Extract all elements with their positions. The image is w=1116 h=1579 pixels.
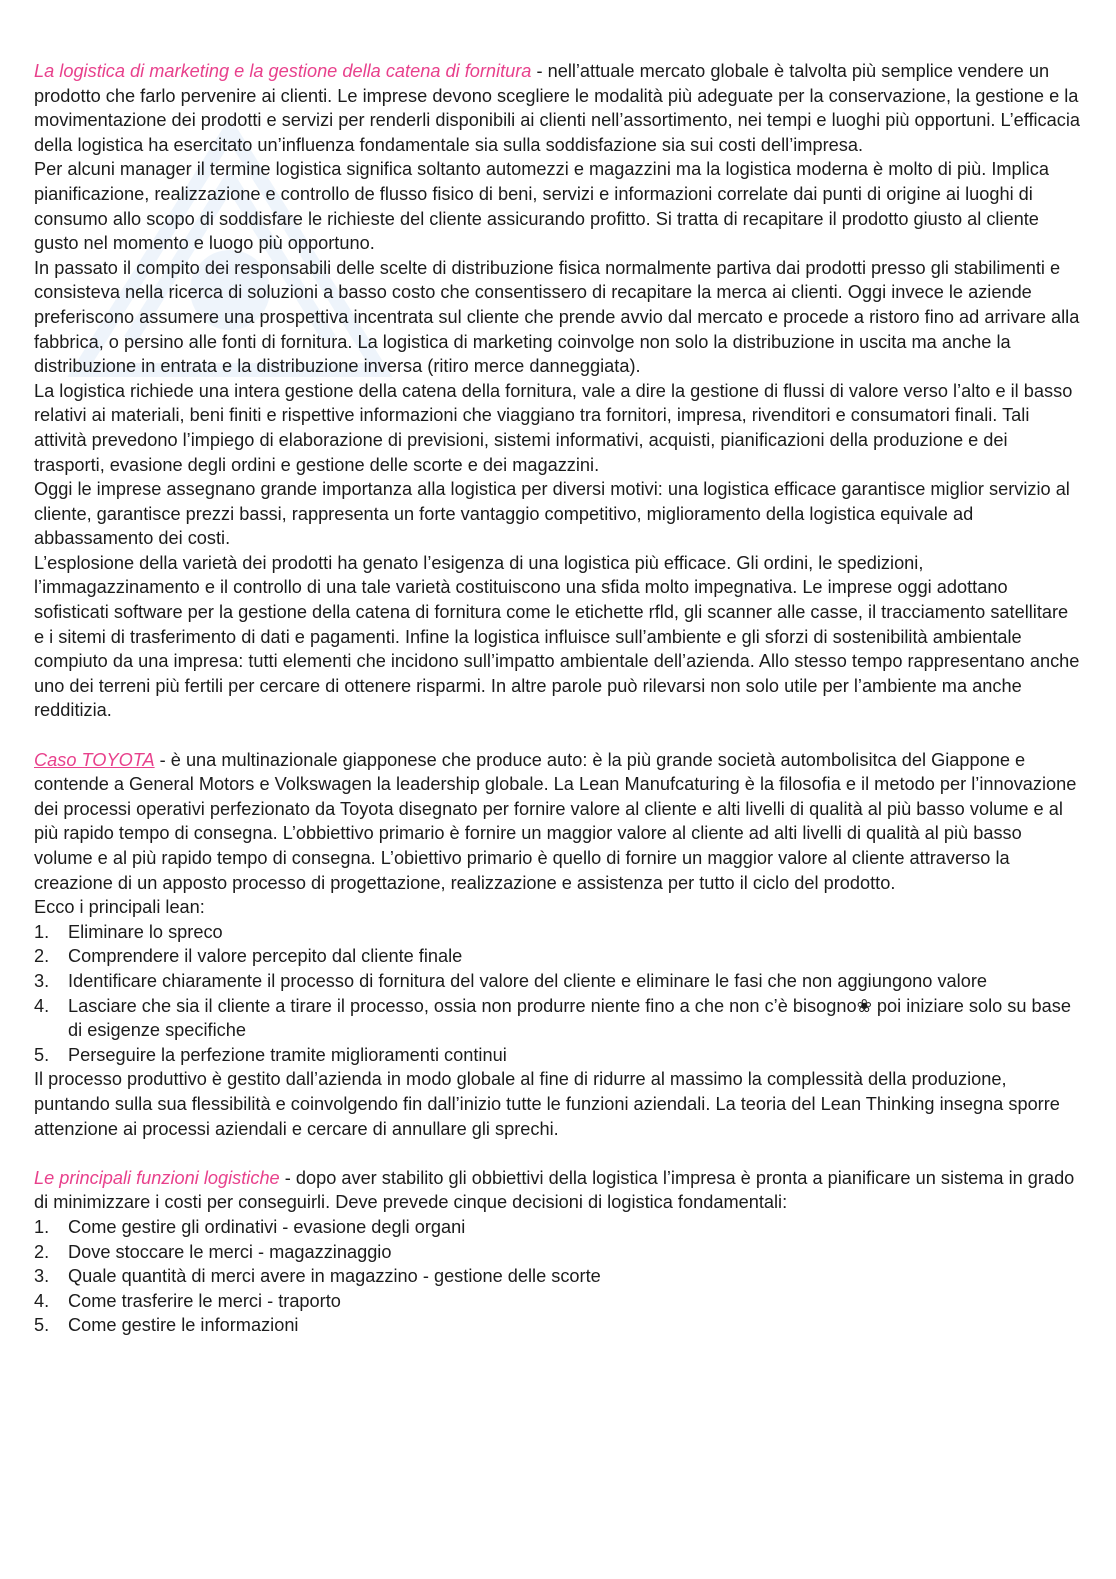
list-number: 1. — [34, 1216, 50, 1237]
list-number: 3. — [34, 970, 50, 991]
section-lead-text: - dopo aver stabilito gli obbiettivi della logistica l’impresa è pronta a pianificare un sistema in grado di minimizzare i costi per conseguirli. Deve prevede cinque decisioni di logistica fondamentali: — [34, 1167, 1075, 1213]
spacer — [34, 723, 1082, 748]
section-lead-text: - nell’attuale mercato globale è talvolta più semplice vendere un prodotto che farlo pervenire ai clienti. Le imprese devono scegliere le modalità più adeguate per la conservazione, la gestione e la movimentazione dei prodotti e servizi per renderli disponibili ai clienti nell’assortimento, nei tempi e luoghi più opportuni. L’efficacia della logistica ha esercitato un’influenza fondamentale sia sulla soddisfazione sia sui costi dell’impresa. — [34, 61, 1081, 155]
section-lead-text: - è una multinazionale giapponese che produce auto: è la più grande società autombolisitca del Giappone e contende a General Motors e Volkswagen la leadership globale. La Lean Manufcaturing è la filosofia e il metodo per l’innovazione dei processi operativi perfezionato da Toyota disegnato per fornire valore al cliente e alti livelli di qualità al più basso volume e al più rapido tempo di consegna. L’obbiettivo primario è fornire un maggior valore al cliente ad alti livelli di qualità al più basso volume e al più rapido tempo di consegna. L’obiettivo primario è quello di fornire un maggior valore al cliente attraverso la creazione di un apposto processo di progettazione, realizzazione e assistenza per tutto il ciclo del prodotto. — [34, 749, 1077, 893]
paragraph: L’esplosione della varietà dei prodotti ha genato l’esigenza di una logistica più efficace. Gli ordini, le spedizioni, l’immagazzinamento e il controllo di una tale varietà costituiscono una sfida molto impegnativa. Le imprese oggi adottano sofisticati software per la gestione della catena di fornitura come le etichette rfld, gli scanner alle casse, il tracciamento satellitare e i sitemi di trasferimento di dati e pagamenti. Infine la logistica influisce sull’ambiente e gli sforzi di sostenibilità ambientale compiuto da una impresa: tutti elementi che incidono sull’impatto ambientale dell’azienda. Allo stesso tempo rappresentano anche uno dei terreni più fertili per cercare di ottenere risparmi. In altre parole può rilevarsi non solo utile per l’ambiente ma anche redditizia. — [34, 552, 1080, 721]
list-intro: Ecco i principali lean: — [34, 897, 205, 918]
list-item-text: Eliminare lo spreco — [68, 921, 223, 942]
logistics-decisions-list — [34, 1215, 1082, 1338]
section-heading: Le principali funzioni logistiche — [34, 1167, 280, 1188]
section-heading: Caso TOYOTA — [34, 749, 155, 770]
list-item — [34, 944, 1082, 969]
list-item-text: Comprendere il valore percepito dal cliente finale — [68, 946, 463, 967]
list-item — [34, 1264, 1082, 1289]
list-item-text: Come trasferire le merci - traporto — [68, 1290, 341, 1311]
paragraph: Il processo produttivo è gestito dall’azienda in modo globale al fine di ridurre al massimo la complessità della produzione, puntando sulla sua flessibilità e coinvolgendo fin dall’inizio tutte le funzioni aziendali. La teoria del Lean Thinking insegna sporre attenzione ai processi aziendali e cercare di annullare gli sprechi. — [34, 1069, 1060, 1139]
list-number: 2. — [34, 1241, 50, 1262]
list-item-text: Lasciare che sia il cliente a tirare il processo, ossia non produrre niente fino a che non c’è bisogno❀ poi iniziare solo su base di esigenze specifiche — [68, 995, 1071, 1041]
list-item — [34, 1043, 1082, 1068]
list-item-text: Come gestire le informazioni — [68, 1315, 299, 1336]
list-item — [34, 1289, 1082, 1314]
list-item-text: Identificare chiaramente il processo di fornitura del valore del cliente e eliminare le fasi che non aggiungono valore — [68, 970, 988, 991]
list-number: 2. — [34, 946, 50, 967]
paragraph: Oggi le imprese assegnano grande importanza alla logistica per diversi motivi: una logistica efficace garantisce miglior servizio al cliente, garantisce prezzi bassi, rappresenta un forte vantaggio competitivo, miglioramento della logistica equivale ad abbassamento dei costi. — [34, 479, 1070, 549]
section-logistica — [34, 59, 1082, 157]
section-funzioni-logistiche — [34, 1166, 1082, 1215]
list-item — [34, 994, 1082, 1043]
spacer — [34, 1141, 1082, 1166]
paragraph: In passato il compito dei responsabili delle scelte di distribuzione fisica normalmente partiva dai prodotti presso gli stabilimenti e consisteva nella ricerca di soluzioni a basso costo che consentissero di recapitare la merca ai clienti. Oggi invece le aziende preferiscono assumere una prospettiva incentrata sul cliente che prende avvio dal mercato e procede a ristoro fino ad arrivare alla fabbrica, o persino alle fonti di fornitura. La logistica di marketing coinvolge non solo la distribuzione in uscita ma anche la distribuzione in entrata e la distribuzione inversa (ritiro merce danneggiata). — [34, 257, 1080, 377]
list-item-text: Perseguire la perfezione tramite miglioramenti continui — [68, 1044, 507, 1065]
document-page — [34, 59, 1082, 1338]
list-item-text: Dove stoccare le merci - magazzinaggio — [68, 1241, 392, 1262]
list-number: 5. — [34, 1315, 50, 1336]
list-number: 4. — [34, 1290, 50, 1311]
paragraph: Per alcuni manager il termine logistica significa soltanto automezzi e magazzini ma la logistica moderna è molto di più. Implica pianificazione, realizzazione e controllo de flusso fisico di beni, servizi e informazioni correlate dai punti di origine ai luoghi di consumo allo scopo di soddisfare le richieste del cliente assicurando profitto. Si tratta di recapitare il prodotto giusto al cliente gusto nel momento e luogo più opportuno. — [34, 159, 1049, 254]
list-item — [34, 920, 1082, 945]
list-number: 5. — [34, 1044, 50, 1065]
list-number: 1. — [34, 921, 50, 942]
list-item — [34, 1313, 1082, 1338]
list-number: 3. — [34, 1266, 50, 1287]
list-number: 4. — [34, 995, 50, 1016]
list-item — [34, 1240, 1082, 1265]
paragraph: La logistica richiede una intera gestione della catena della fornitura, vale a dire la gestione di flussi di valore verso l’alto e il basso relativi ai materiali, beni finiti e rispettive informazioni che viaggiano tra fornitori, impresa, rivenditori e consumatori finali. Tali attività prevedono l’impiego di elaborazione di previsioni, sistemi informativi, acquisti, pianificazioni della produzione e dei trasporti, evasione degli ordini e gestione delle scorte e dei magazzini. — [34, 380, 1073, 475]
section-heading: La logistica di marketing e la gestione della catena di fornitura — [34, 61, 532, 81]
section-toyota — [34, 748, 1082, 896]
list-item — [34, 969, 1082, 994]
list-item-text: Come gestire gli ordinativi - evasione degli organi — [68, 1216, 466, 1237]
lean-principles-list — [34, 920, 1082, 1068]
list-item-text: Quale quantità di merci avere in magazzino - gestione delle scorte — [68, 1266, 601, 1287]
list-item — [34, 1215, 1082, 1240]
